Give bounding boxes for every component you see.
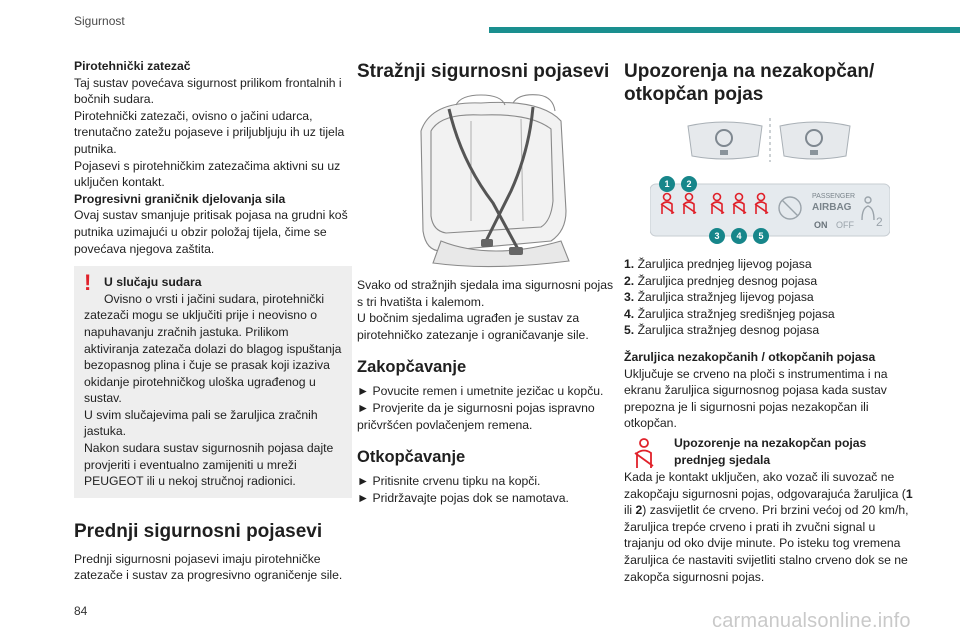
unfasten-steps bbox=[357, 473, 617, 506]
lamp-legend-list bbox=[624, 256, 914, 339]
front-belts-paragraph: Prednji sigurnosni pojasevi imaju pirotehničke zatezače i sustav za progresivno ograničenje sile. bbox=[74, 551, 343, 583]
fasten-step: ► Provjerite da je sigurnosni pojas ispravno pričvršćen povlačenjem remena. bbox=[357, 400, 595, 432]
airbag-off-label: OFF bbox=[836, 220, 854, 230]
pretension-paragraph-3: Pojasevi s pirotehničkim zatezačima aktivni su uz uključen kontakt. bbox=[74, 158, 341, 190]
list-item: 1. Žaruljica prednjeg lijevog pojasa bbox=[624, 257, 812, 271]
unfasten-heading: Otkopčavanje bbox=[357, 448, 466, 467]
fasten-steps bbox=[357, 383, 617, 433]
pretension-title: Pirotehnički zatezač bbox=[74, 59, 191, 73]
page-number: 84 bbox=[74, 604, 88, 618]
column-right bbox=[624, 58, 914, 585]
watermark: carmanualsonline.info bbox=[712, 610, 911, 632]
list-item: 4. Žaruljica stražnjeg središnjeg pojasa bbox=[624, 306, 835, 321]
fasten-step: ► Povucite remen i umetnite jezičac u kopču. bbox=[357, 384, 604, 399]
seatbelt-indicator-panel bbox=[650, 174, 890, 246]
belt-warning-heading: Upozorenja na nezakopčan/ otkopčan pojas bbox=[624, 61, 875, 105]
limiter-paragraph: Ovaj sustav smanjuje pritisak pojasa na grudni koš putnika uzimajući u obzir položaj tijela, čime se povećava njegova zaštita. bbox=[74, 208, 348, 256]
list-item: 2. Žaruljica prednjeg desnog pojasa bbox=[624, 273, 818, 288]
pretension-paragraph-1: Taj sustav povećava sigurnost prilikom frontalnih i bočnih sudara. bbox=[74, 75, 342, 107]
rear-belts-paragraph-2: U bočnim sjedalima ugrađen je sustav za pirotehničko zatezanje i ograničavanje sile. bbox=[357, 311, 589, 342]
airbag-label-passenger: PASSENGER bbox=[812, 193, 856, 200]
unfasten-step: ► Pridržavajte pojas dok se namotava. bbox=[357, 490, 569, 505]
lamp-paragraph: Uključuje se crveno na ploči s instrumentima i na ekranu žaruljica sigurnosnog pojasa kada sustav prepozna je li sigurnosni pojas nezakopčan ili otkopčan. bbox=[624, 366, 888, 431]
child-seat-number: 2 bbox=[876, 215, 883, 229]
svg-text:2: 2 bbox=[686, 179, 692, 189]
list-item: 5. Žaruljica stražnjeg desnog pojasa bbox=[624, 323, 820, 338]
list-item: 3. Žaruljica stražnjeg lijevog pojasa bbox=[624, 290, 814, 305]
indicator-panel-background bbox=[650, 184, 890, 236]
limiter-title: Progresivni graničnik djelovanja sila bbox=[74, 191, 286, 206]
column-left bbox=[74, 58, 352, 584]
rear-belts-paragraph-1: Svako od stražnjih sjedala ima sigurnosni pojas s tri hvatišta i kalemom. bbox=[357, 278, 614, 309]
callout-3 bbox=[709, 228, 725, 244]
seatbelt-warning-icon bbox=[624, 437, 664, 471]
front-warning-paragraph: Kada je kontakt uključen, ako vozač ili suvozač ne zakopčaju sigurnosni pojas, odgovarajuća žaruljica (1 ili 2) zasvijetlit će crveno. Pri brzini većoj od 20 km/h, žaruljica trepće crveno i prati ih zvučni signal u trajanju od oko dvije minute. Po isteku tog vremena žaruljica će nastaviti svijetliti stalno crveno dok se ne zakopča sigurnosni pojas. bbox=[624, 469, 913, 584]
svg-text:5: 5 bbox=[758, 231, 764, 241]
airbag-label-airbag: AIRBAG bbox=[812, 202, 852, 213]
front-warning-row bbox=[624, 435, 914, 469]
warning-title: U slučaju sudara bbox=[104, 275, 202, 290]
svg-text:4: 4 bbox=[736, 231, 742, 241]
callout-4 bbox=[731, 228, 747, 244]
svg-text:1: 1 bbox=[664, 179, 670, 189]
rear-belts-heading: Stražnji sigurnosni pojasevi bbox=[357, 61, 610, 82]
warning-paragraph-3: Nakon sudara sustav sigurnosnih pojasa dajte provjeriti i eventualno zamijeniti u mreži PEUGEOT ili u nekoj stručnoj radionici. bbox=[84, 441, 334, 489]
callout-2 bbox=[681, 176, 697, 192]
callout-1 bbox=[659, 176, 675, 192]
warning-paragraph-2: U svim slučajevima pali se žaruljica zračnih jastuka. bbox=[84, 407, 318, 439]
fasten-heading: Zakopčavanje bbox=[357, 358, 467, 377]
front-belts-heading: Prednji sigurnosni pojasevi bbox=[74, 520, 323, 542]
warning-first-line: Ovisno o vrsti i jačini sudara, pirotehnički bbox=[104, 291, 325, 306]
header-accent-bar bbox=[489, 27, 960, 33]
lamp-title: Žaruljica nezakopčanih / otkopčanih pojasa bbox=[624, 349, 876, 364]
warning-icon: ! bbox=[84, 270, 92, 296]
column-middle bbox=[357, 58, 617, 506]
dashboard-illustration bbox=[684, 116, 854, 164]
svg-text:3: 3 bbox=[714, 231, 720, 241]
airbag-on-label: ON bbox=[814, 220, 828, 230]
unfasten-step: ► Pritisnite crvenu tipku na kopči. bbox=[357, 474, 541, 489]
rear-seat-belt-illustration bbox=[401, 91, 581, 271]
front-warning-title: Upozorenje na nezakopčan pojas prednjeg sjedala bbox=[674, 435, 867, 467]
warning-box bbox=[74, 266, 352, 498]
section-title: Sigurnost bbox=[74, 14, 125, 28]
pretension-paragraph-2: Pirotehnički zatezači, ovisno o jačini udarca, trenutačno zatežu pojaseve i priljubljuju ih uz tijela putnika. bbox=[74, 108, 345, 156]
callout-5 bbox=[753, 228, 769, 244]
warning-paragraph-1: zatezači mogu se uključiti prije i neovisno o napuhavanju zračnih jastuka. Prilikom aktiviranja zatezača dolazi do blagog ispuštanja bezopasnog plina i čuje se prasak koji izaziva okidanje pirotehničkog uloška ugrađenog u sustav. bbox=[84, 308, 342, 406]
